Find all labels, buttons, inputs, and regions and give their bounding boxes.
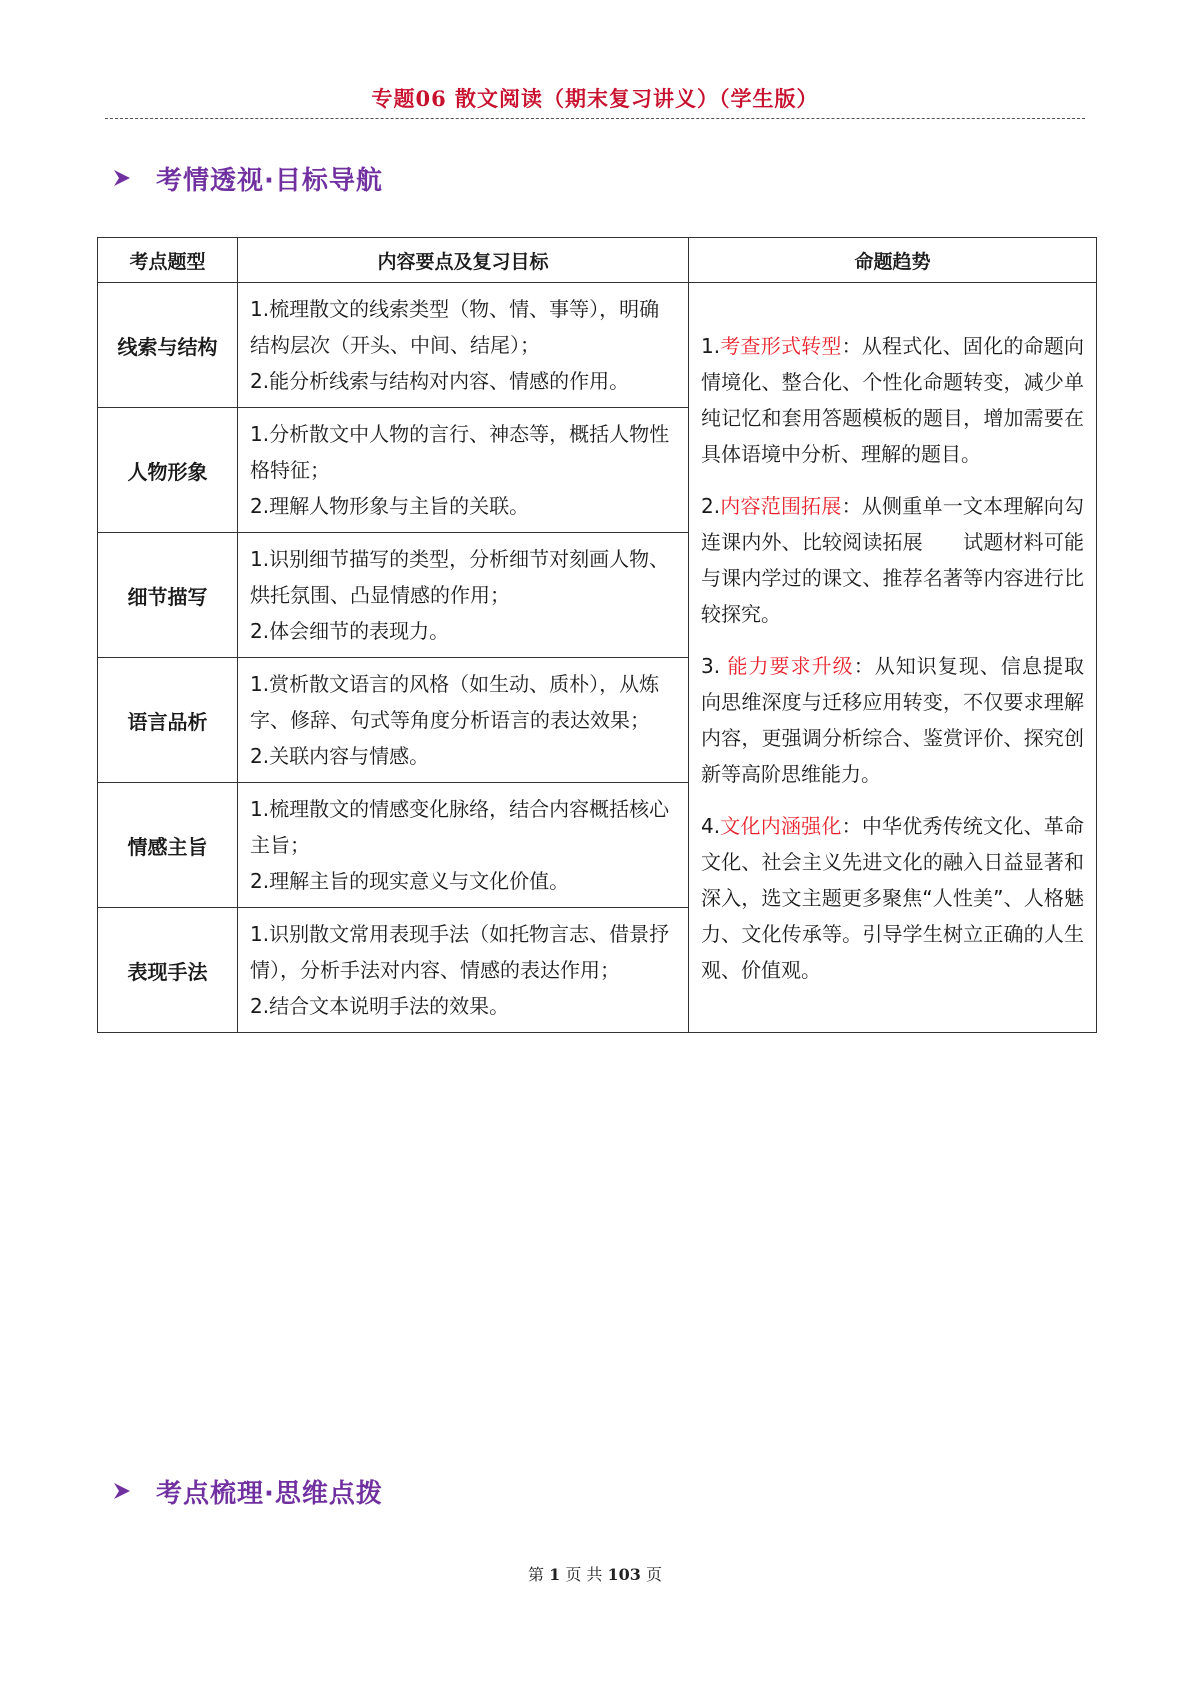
- topic-cell: 语言品析: [98, 658, 238, 783]
- goal-line: 1.识别细节描写的类型，分析细节对刻画人物、烘托氛围、凸显情感的作用；: [250, 547, 670, 607]
- page-header-title: 专题06 散文阅读（期末复习讲义）（学生版）: [371, 86, 819, 111]
- goal-line: 2.理解人物形象与主旨的关联。: [250, 494, 530, 518]
- goal-line: 1.梳理散文的线索类型（物、情、事等），明确结构层次（开头、中间、结尾）；: [250, 297, 660, 357]
- trend-paragraph: [701, 648, 1084, 792]
- trend-keyword: 文化内涵强化: [720, 813, 842, 838]
- goal-line: 1.赏析散文语言的风格（如生动、质朴），从炼字、修辞、句式等角度分析语言的表达效果；: [250, 672, 660, 732]
- trend-prefix: 3.: [701, 653, 728, 678]
- footer-current-page: 1: [549, 1565, 561, 1584]
- footer-label: 页 共: [565, 1565, 603, 1584]
- topic-cell: 情感主旨: [98, 783, 238, 908]
- goal-cell: [238, 908, 689, 1033]
- trend-text: ：中华优秀传统文化、革命文化、社会主义先进文化的融入日益显著和深入，选文主题更多聚焦“人性美”、人格魅力、文化传承等。引导学生树立正确的人生观、价值观。: [701, 813, 1085, 982]
- table-header-row: [98, 238, 1097, 283]
- goal-cell: [238, 783, 689, 908]
- trend-text: ：从知识复现、信息提取向思维深度与迁移应用转变，不仅要求理解内容，更强调分析综合、鉴赏评价、探究创新等高阶思维能力。: [701, 653, 1085, 786]
- section-heading-key-points: [112, 1469, 383, 1513]
- trend-paragraph: [701, 488, 1084, 632]
- trend-keyword: 考查形式转型: [720, 333, 842, 358]
- column-header-trends: 命题趋势: [689, 238, 1097, 283]
- topic-cell: 人物形象: [98, 408, 238, 533]
- goal-line: 1.梳理散文的情感变化脉络，结合内容概括核心主旨；: [250, 797, 670, 857]
- arrow-bullet-icon: [112, 1481, 132, 1501]
- footer-label: 第: [527, 1565, 544, 1584]
- table-row: [98, 283, 1097, 408]
- trend-prefix: 4.: [701, 813, 721, 838]
- trend-text: ：从侧重单一文本理解向勾连课内外、比较阅读拓展 试题材料可能与课内学过的课文、推荐名著等内容进行比较探究。: [701, 493, 1085, 626]
- arrow-bullet-icon: [112, 168, 132, 188]
- trend-prefix: 2.: [701, 493, 721, 518]
- goal-line: 2.理解主旨的现实意义与文化价值。: [250, 869, 570, 893]
- topic-cell: 线索与结构: [98, 283, 238, 408]
- column-header-topic: 考点题型: [98, 238, 238, 283]
- goal-line: 1.分析散文中人物的言行、神态等，概括人物性格特征；: [250, 422, 670, 482]
- trend-prefix: 1.: [701, 333, 721, 358]
- section-heading-text: 考点梳理·思维点拨: [156, 1478, 383, 1509]
- page-header: [105, 80, 1085, 119]
- exam-overview-table: [97, 237, 1097, 1033]
- trend-keyword: 能力要求升级: [727, 653, 854, 678]
- goal-line: 2.能分析线索与结构对内容、情感的作用。: [250, 369, 630, 393]
- footer-total-pages: 103: [607, 1565, 641, 1584]
- goal-cell: [238, 533, 689, 658]
- goal-line: 2.体会细节的表现力。: [250, 619, 450, 643]
- section-heading-text: 考情透视·目标导航: [156, 165, 383, 196]
- goal-cell: [238, 408, 689, 533]
- trend-paragraph: [701, 328, 1084, 472]
- trend-keyword: 内容范围拓展: [720, 493, 842, 518]
- trend-paragraph: [701, 808, 1084, 988]
- trend-text: ：从程式化、固化的命题向情境化、整合化、个性化命题转变，减少单纯记忆和套用答题模板的题目，增加需要在具体语境中分析、理解的题目。: [701, 333, 1085, 466]
- topic-cell: 细节描写: [98, 533, 238, 658]
- footer-label: 页: [646, 1565, 663, 1584]
- section-heading-exam-overview: [112, 156, 383, 200]
- page-footer: [0, 1562, 1190, 1585]
- column-header-goals: 内容要点及复习目标: [238, 238, 689, 283]
- goal-line: 1.识别散文常用表现手法（如托物言志、借景抒情），分析手法对内容、情感的表达作用；: [250, 922, 670, 982]
- goal-cell: [238, 283, 689, 408]
- goal-line: 2.结合文本说明手法的效果。: [250, 994, 510, 1018]
- topic-cell: 表现手法: [98, 908, 238, 1033]
- trend-cell: [689, 283, 1097, 1033]
- goal-line: 2.关联内容与情感。: [250, 744, 430, 768]
- goal-cell: [238, 658, 689, 783]
